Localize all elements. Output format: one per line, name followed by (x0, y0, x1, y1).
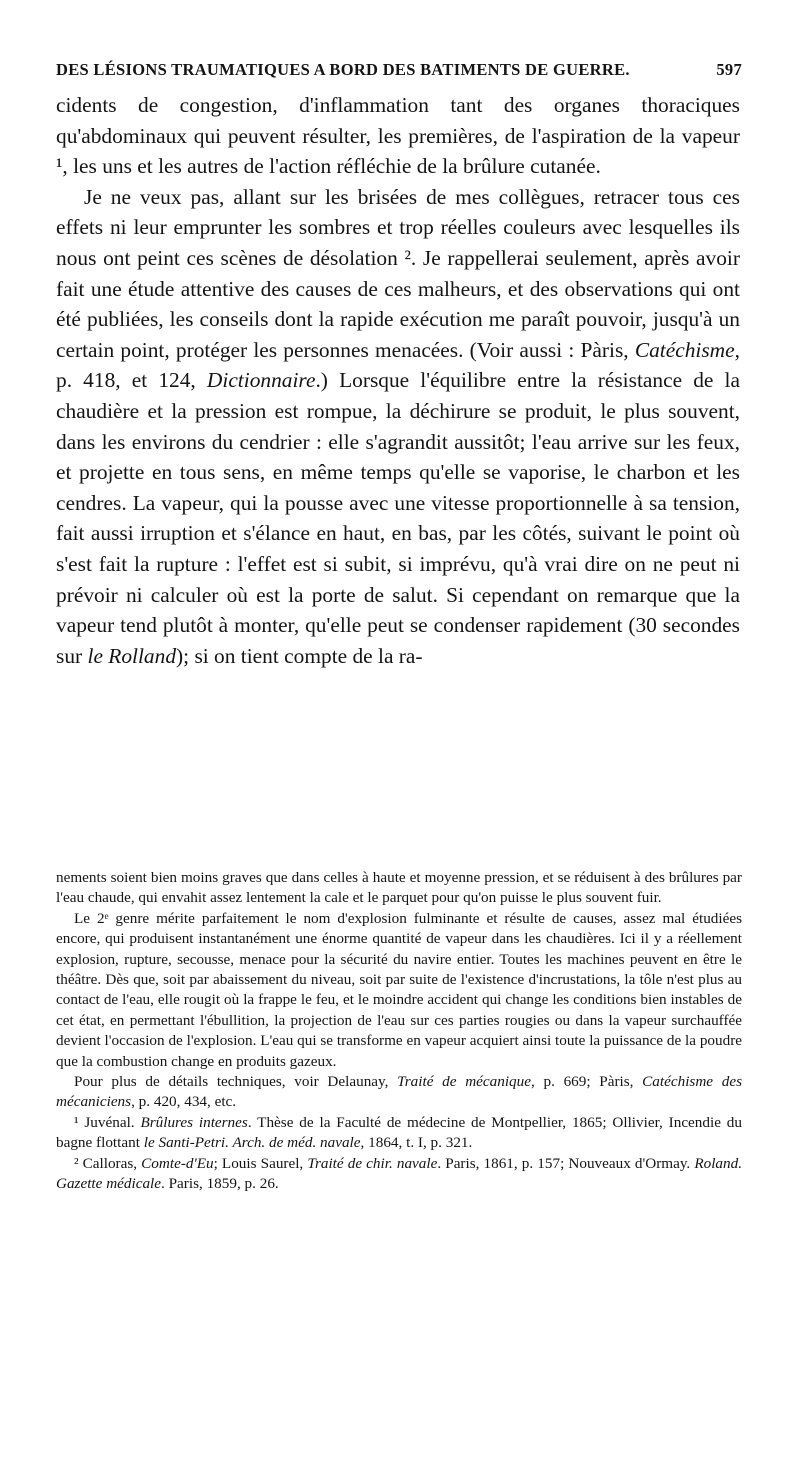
footnote-text: , p. 669; Pàris, (530, 1073, 643, 1091)
citation-title: Traité de mécanique (397, 1073, 531, 1091)
footnote-text: . Paris, 1861, p. 157; Nouveaux d'Ormay. (437, 1154, 695, 1172)
footnote-text: . Paris, 1859, p. 26. (161, 1175, 279, 1193)
citation-title: Roland. Gazette médicale (56, 1154, 743, 1193)
footnote-text: , p. 420, 434, etc. (131, 1093, 237, 1111)
footnotes (56, 868, 742, 1195)
reference-catechisme: Catéchisme (634, 337, 735, 362)
citation-title: Traité de chir. navale (307, 1154, 438, 1172)
paragraph-2 (56, 182, 740, 672)
footnote-text: ; Louis Saurel, (213, 1154, 308, 1172)
paragraph-2-part-d: ); si on tient compte de la ra- (176, 643, 423, 668)
footnote-text: ² Calloras, (74, 1154, 142, 1172)
footnote-text: , 1864, t. I, p. 321. (360, 1134, 473, 1152)
footnote-second-genre: Le 2ᵉ genre mérite parfaitement le nom d'explosion fulminante et résulte de causes, assez mal étudiées encore, qui produisent instantanément une énorme quantité de vapeur dans les chaudières. Ici il y a réellement explosion, rupture, secousse, menace pour la sécurité du navire entier. Toutes les machines peuvent en être le théâtre. Dès que, soit par abaissement du niveau, soit par suite de l'existence d'incrustations, la tôle n'est plus au contact de l'eau, elle rougit où la frappe le feu, et le moindre accident qui change les conditions bien instables de cet état, en permettant l'ébullition, la projection de l'eau sur ces parties rougies ou dans la vapeur surchauffée devient l'occasion de l'explosion. L'eau qui se transforme en vapeur acquiert ainsi toute la puissance de la poudre que la combustion change en produits gazeux. (56, 909, 742, 1070)
running-title: DES LÉSIONS TRAUMATIQUES A BORD DES BATIMENTS DE GUERRE. (56, 60, 630, 79)
footnote-continuation: nements soient bien moins graves que dans celles à haute et moyenne pression, et se réduisent à des brûlures par l'eau chaude, qui envahit assez lentement la cale et le parquet pour qu'on puisse le plus souvent fuir. (56, 869, 742, 907)
citation-title: Comte-d'Eu (141, 1154, 214, 1172)
paragraph-2-part-c: .) Lorsque l'équilibre entre la résistance de la chaudière et la pression est rompue, la déchirure se produit, le plus souvent, dans les environs du cendrier : elle s'agrandit aussitôt; l'eau arrive sur les feux, et projette en tous sens, en même temps qu'elle se vaporise, le charbon et les cendres. La vapeur, qui la pousse avec une vitesse proportionnelle à sa tension, fait aussi irruption et s'élance en haut, en bas, par les côtés, suivant le point où s'est fait la rupture : l'effet est si subit, si imprévu, qu'à vrai dire on ne peut ni prévoir ni calculer où est la porte de salut. Si cependant on remarque que la vapeur tend plutôt à monter, qu'elle peut se condenser rapidement (30 secondes sur (56, 368, 740, 668)
footnote-text: ¹ Juvénal. (74, 1113, 141, 1131)
paragraph-1: cidents de congestion, d'inflammation tant des organes thoraciques qu'abdominaux qui peuvent résulter, les premières, de l'aspiration de la vapeur ¹, les uns et les autres de l'action réfléchie de la brûlure cutanée. (56, 93, 740, 179)
citation-title: Brûlures internes (140, 1113, 248, 1131)
footnote-1 (56, 1113, 742, 1154)
citation-title: le Santi-Petri. Arch. de méd. navale (143, 1134, 361, 1152)
main-text (56, 90, 740, 671)
footnote-2 (56, 1154, 742, 1195)
footnote-text: . Thèse de la Faculté de médecine de Montpellier, 1865; Ollivier, Incendie du bagne flottant (56, 1113, 742, 1152)
ship-name: le Rolland (87, 643, 177, 668)
reference-dictionnaire: Dictionnaire (206, 368, 316, 393)
citation-title: Catéchisme des mécaniciens (56, 1073, 742, 1111)
page-number: 597 (716, 60, 742, 79)
footnote-text: Pour plus de détails techniques, voir Delaunay, (74, 1073, 398, 1091)
running-header (56, 60, 742, 80)
paragraph-2-part-b: , p. 418, et 124, (56, 337, 740, 393)
footnote-technical-details (56, 1072, 742, 1113)
paragraph-2-part-a: Je ne veux pas, allant sur les brisées de mes collègues, retracer tous ces effets ni leur emprunter les sombres et trop réelles couleurs avec lesquelles ils nous ont peint ces scènes de désolation ². Je rappellerai seulement, après avoir fait une étude attentive des causes de ces malheurs, et des observations qui ont été publiées, les conseils dont la rapide exécution me paraît pouvoir, jusqu'à un certain point, protéger les personnes menacées. (Voir aussi : Pàris, (56, 184, 740, 362)
